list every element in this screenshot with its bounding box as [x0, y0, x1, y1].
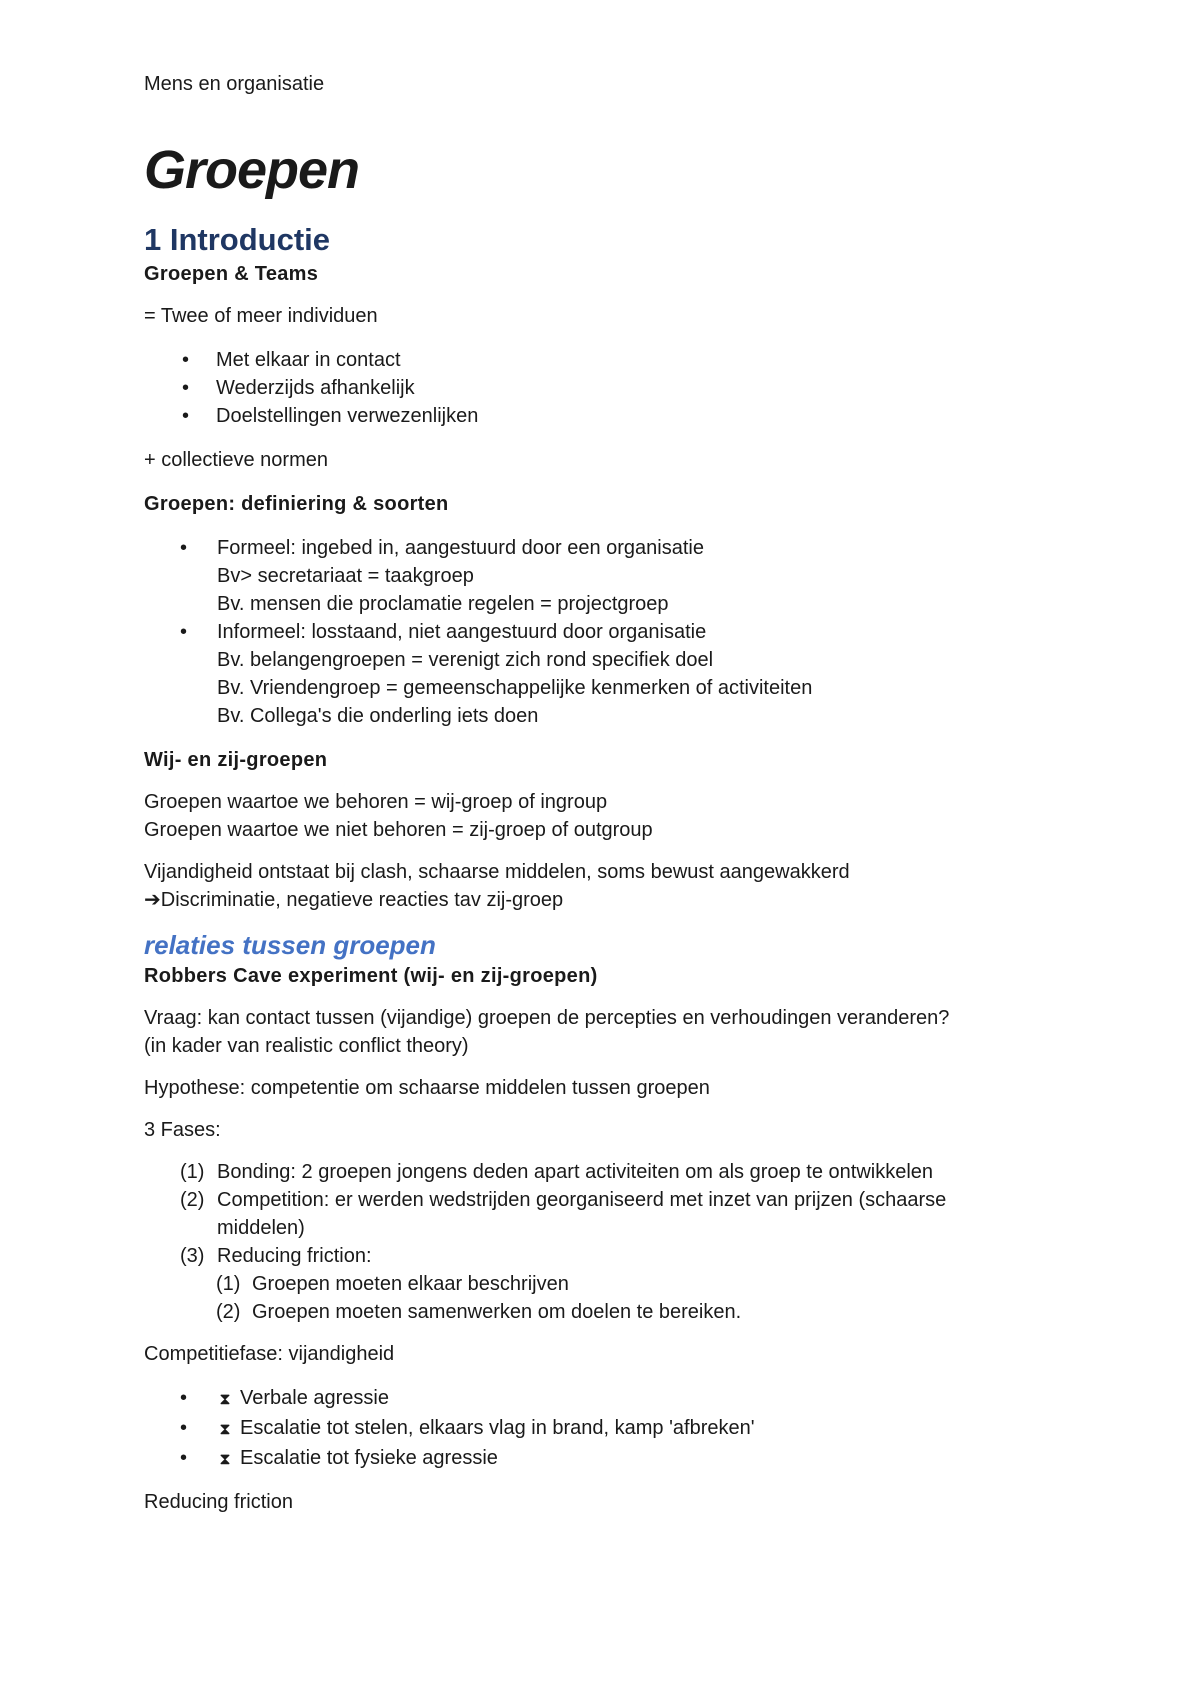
hourglass-icon: ⧗ — [219, 1451, 231, 1468]
competitie-list — [144, 1384, 1064, 1474]
list-item: • ⧗ Escalatie tot stelen, elkaars vlag in brand, kamp 'afbreken' — [144, 1414, 1064, 1444]
list-item: • Doelstellingen verwezenlijken — [144, 402, 1064, 430]
bullet-dot-icon: • — [182, 349, 190, 371]
list-item: • Wederzijds afhankelijk — [144, 374, 1064, 402]
heading-relaties-tussen-groepen: relaties tussen groepen — [144, 930, 436, 960]
bullet-dot-icon: • — [182, 377, 190, 399]
list-item: • Met elkaar in contact — [144, 346, 1064, 374]
subheading-definiering-soorten: Groepen: definiering & soorten — [144, 493, 449, 515]
subheading-robbers-cave: Robbers Cave experiment (wij- en zij-groepen) — [144, 965, 598, 987]
sub-phase-item: (2) Groepen moeten samenwerken om doelen te bereiken. — [216, 1301, 742, 1323]
group-types-list — [144, 534, 1064, 730]
competitiefase-label: Competitiefase: vijandigheid — [144, 1343, 395, 1365]
document-title: Groepen — [144, 140, 360, 200]
page-header: Mens en organisatie — [144, 73, 325, 95]
bullet-dot-icon: • — [180, 621, 188, 643]
discrimination-arrow-line: ➔Discriminatie, negatieve reacties tav zij-groep — [144, 889, 564, 911]
collective-norms-text: + collectieve normen — [144, 449, 328, 471]
hourglass-icon: ⧗ — [219, 1421, 231, 1438]
section-heading-introductie: 1 Introductie — [144, 222, 331, 257]
subheading-groepen-teams: Groepen & Teams — [144, 263, 319, 285]
hourglass-icon: ⧗ — [219, 1391, 231, 1408]
reducing-friction-label: Reducing friction — [144, 1491, 293, 1513]
bullet-dot-icon: • — [180, 1417, 188, 1439]
phase-item: (1) Bonding: 2 groepen jongens deden apart activiteiten om als groep te ontwikkelen — [180, 1161, 934, 1183]
list-item-formeel: • Formeel: ingebed in, aangestuurd door een organisatie Bv> secretariaat = taakgroep Bv. mensen die proclamatie regelen = projectgroep — [144, 534, 1064, 618]
bullet-dot-icon: • — [180, 1447, 188, 1469]
definition-text: = Twee of meer individuen — [144, 305, 378, 327]
bullet-dot-icon: • — [180, 537, 188, 559]
definition-list — [144, 346, 1064, 430]
fases-label: 3 Fases: — [144, 1119, 221, 1141]
subheading-wij-zij-groepen: Wij- en zij-groepen — [144, 749, 328, 771]
bullet-dot-icon: • — [180, 1387, 188, 1409]
list-item: • ⧗ Escalatie tot fysieke agressie — [144, 1444, 1064, 1474]
phase-item: (2) Competition: er werden wedstrijden georganiseerd met inzet van prijzen (schaarse middelen) — [180, 1189, 947, 1239]
phase-item: (3) Reducing friction: — [180, 1245, 372, 1267]
bullet-dot-icon: • — [182, 405, 190, 427]
wij-zij-definitions: Groepen waartoe we behoren = wij-groep of ingroup Groepen waartoe we niet behoren = zij-groep of outgroup — [144, 791, 653, 841]
phases-list — [144, 1158, 1064, 1326]
list-item-informeel: • Informeel: losstaand, niet aangestuurd door organisatie Bv. belangengroepen = verenigt zich rond specifiek doel Bv. Vriendengroep = gemeenschappelijke kenmerken of activiteiten Bv. Collega's die onderling iets doen — [144, 618, 1064, 730]
sub-phase-item: (1) Groepen moeten elkaar beschrijven — [216, 1273, 569, 1295]
hypothesis-text: Hypothese: competentie om schaarse middelen tussen groepen — [144, 1077, 710, 1099]
question-paragraph: Vraag: kan contact tussen (vijandige) groepen de percepties en verhoudingen veranderen? (in kader van realistic conflict theory) — [144, 1007, 950, 1057]
vijandigheid-paragraph: Vijandigheid ontstaat bij clash, schaarse middelen, soms bewust aangewakkerd ➔Discriminatie, negatieve reacties tav zij-groep — [144, 858, 1064, 914]
document-page — [144, 70, 1064, 1516]
list-item: • ⧗ Verbale agressie — [144, 1384, 1064, 1414]
